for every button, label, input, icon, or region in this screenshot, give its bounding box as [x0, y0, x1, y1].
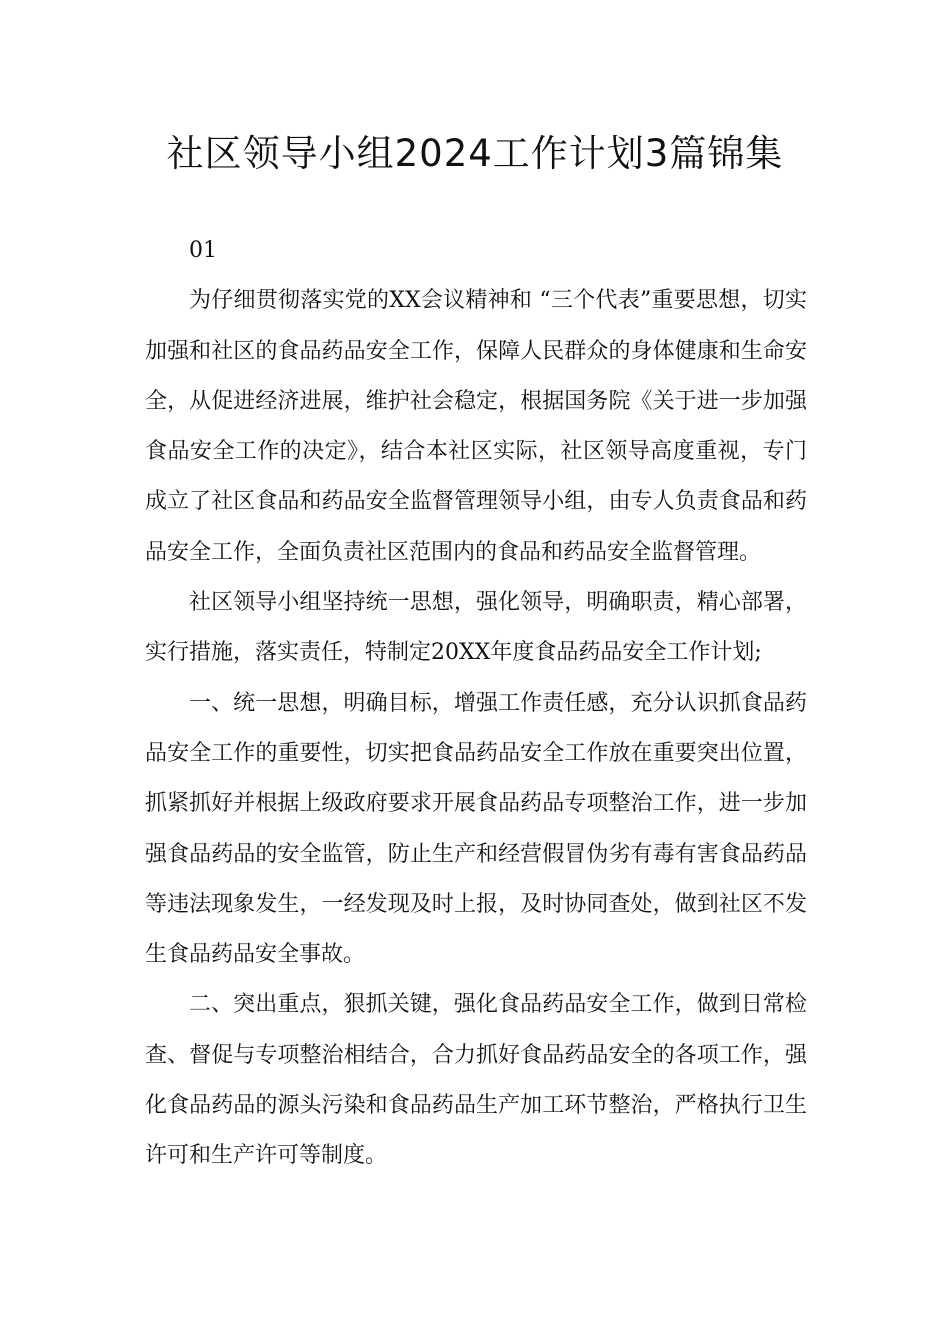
paragraph-1: 为仔细贯彻落实党的XX会议精神和 “三个代表”重要思想，切实加强和社区的食品药品安全工作，保障人民群众的身体健康和生命安全，从促进经济进展，维护社会稳定，根据国务院《关于进一步加强食品安全工作的决定》，结合本社区实际，社区领导高度重视，专门成立了社区食品和药品安全监督管理领导小组，由专人负责食品和药品安全工作，全面负责社区范围内的食品和药品安全监督管理。 — [145, 288, 807, 565]
section-number: 01 — [189, 238, 217, 263]
document-title: 社区领导小组2024工作计划3篇锦集 — [166, 132, 784, 175]
paragraph-2: 社区领导小组坚持统一思想，强化领导，明确职责，精心部署，实行措施，落实责任，特制定20XX年度食品药品安全工作计划; — [145, 590, 807, 666]
document-body — [145, 226, 807, 1182]
paragraph-4: 二、突出重点，狠抓关键，强化食品药品安全工作，做到日常检查、督促与专项整治相结合，合力抓好食品药品安全的各项工作，强化食品药品的源头污染和食品药品生产加工环节整治，严格执行卫生许可和生产许可等制度。 — [145, 992, 807, 1169]
paragraph-3: 一、统一思想，明确目标，增强工作责任感，充分认识抓食品药品安全工作的重要性，切实把食品药品安全工作放在重要突出位置，抓紧抓好并根据上级政府要求开展食品药品专项整治工作，进一步加强食品药品的安全监管，防止生产和经营假冒伪劣有毒有害食品药品等违法现象发生，一经发现及时上报，及时协同查处，做到社区不发生食品药品安全事故。 — [145, 690, 807, 968]
